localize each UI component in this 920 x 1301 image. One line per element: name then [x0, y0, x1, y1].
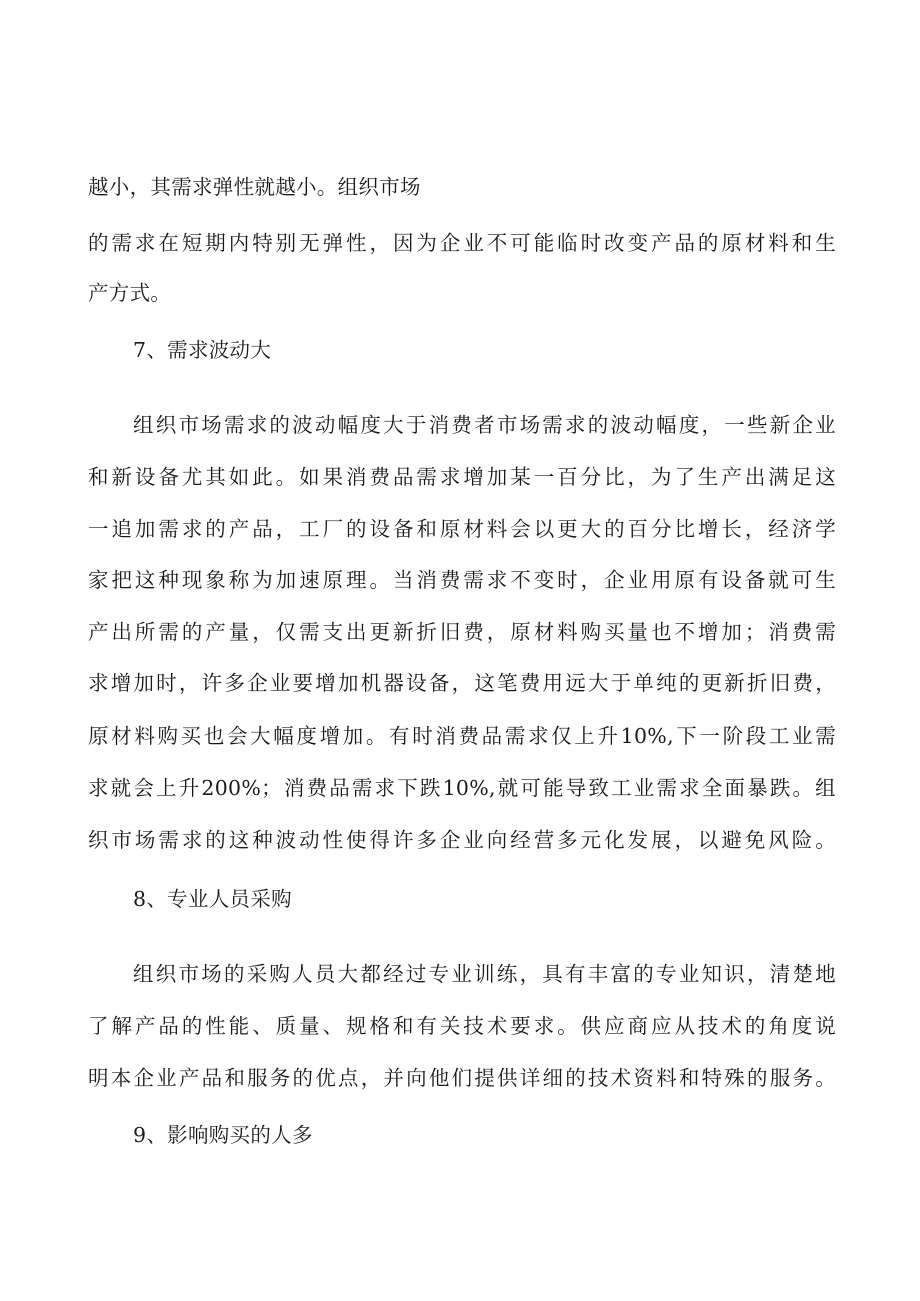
- paragraph-line: 组织市场需求的波动幅度大于消费者市场需求的波动幅度，一些新企业: [133, 413, 836, 437]
- paragraph-line: 一追加需求的产品，工厂的设备和原材料会以更大的百分比增长，经济学: [88, 517, 836, 541]
- section-heading: 8、专业人员采购: [133, 887, 292, 911]
- paragraph-line: 求增加时，许多企业要增加机器设备，这笔费用远大于单纯的更新折旧费，: [88, 671, 836, 695]
- paragraph-line: 家把这种现象称为加速原理。当消费需求不变时，企业用原有设备就可生: [88, 568, 836, 592]
- paragraph-line: 原材料购买也会大幅度增加。有时消费品需求仅上升10%,下一阶段工业需: [88, 724, 836, 748]
- paragraph-line: 产方式。: [88, 281, 172, 305]
- paragraph-line: 产出所需的产量，仅需支出更新折旧费，原材料购买量也不增加；消费需: [88, 620, 836, 644]
- section-heading: 9、影响购买的人多: [133, 1123, 313, 1147]
- section-heading: 7、需求波动大: [133, 338, 272, 362]
- paragraph-line: 和新设备尤其如此。如果消费品需求增加某一百分比，为了生产出满足这: [88, 465, 836, 489]
- paragraph-line: 明本企业产品和服务的优点，并向他们提供详细的技术资料和特殊的服务。: [88, 1066, 836, 1090]
- paragraph-line: 越小，其需求弹性就越小。组织市场: [88, 175, 421, 199]
- paragraph-line: 求就会上升200%；消费品需求下跌10%,就可能导致工业需求全面暴跌。组: [88, 776, 836, 800]
- paragraph-line: 了解产品的性能、质量、规格和有关技术要求。供应商应从技术的角度说: [88, 1014, 836, 1038]
- paragraph-line: 组织市场的采购人员大都经过专业训练，具有丰富的专业知识，清楚地: [133, 962, 836, 986]
- paragraph-line: 织市场需求的这种波动性使得许多企业向经营多元化发展，以避免风险。: [88, 828, 836, 852]
- paragraph-line: 的需求在短期内特别无弹性，因为企业不可能临时改变产品的原材料和生: [88, 231, 836, 255]
